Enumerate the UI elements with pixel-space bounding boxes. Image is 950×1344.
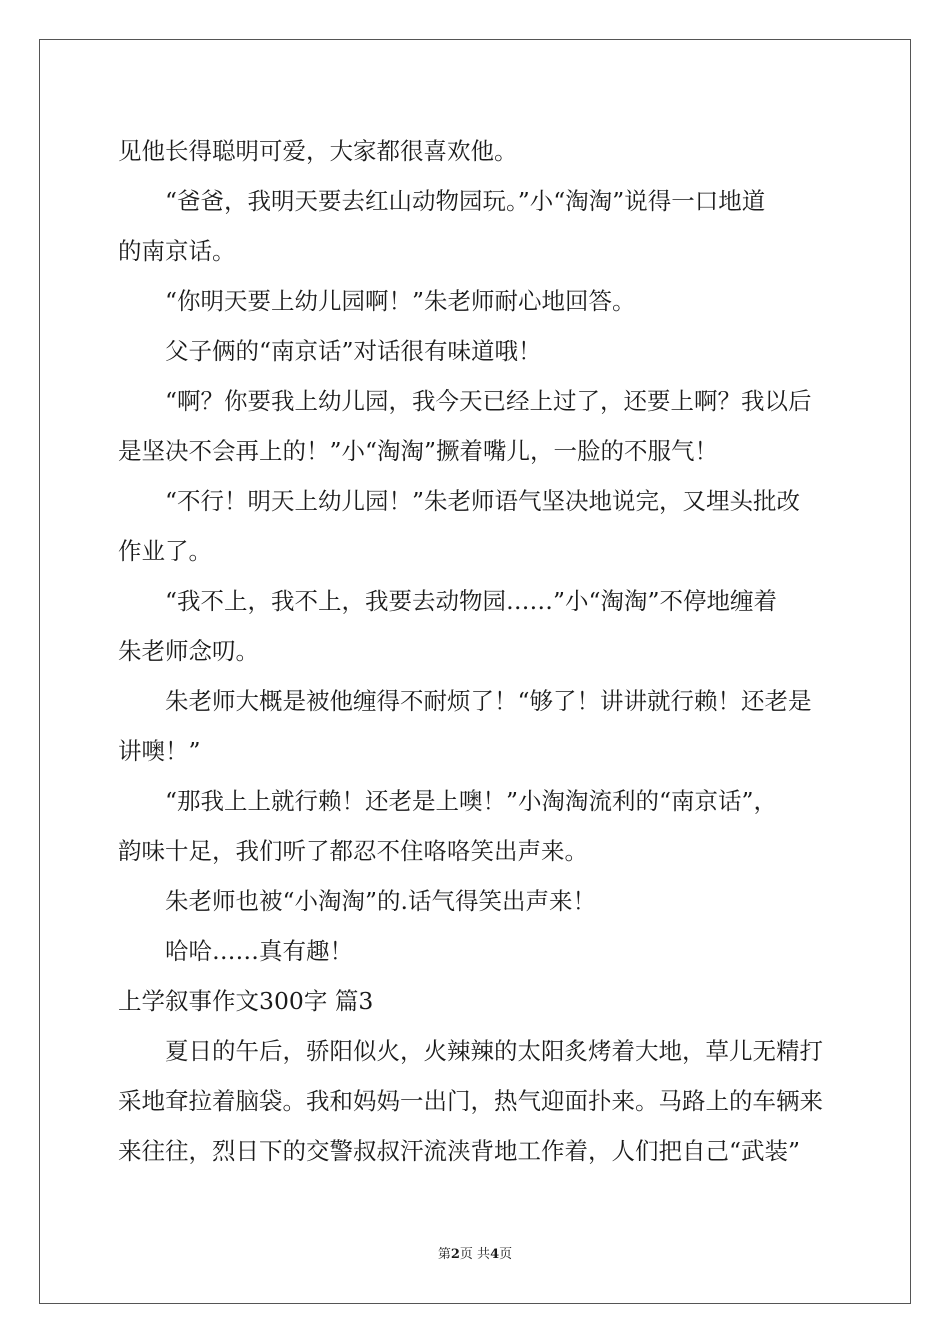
text-line: 是坚决不会再上的！”小“淘淘”撅着嘴儿，一脸的不服气！ (118, 437, 719, 465)
text-line: “啊？你要我上幼儿园，我今天已经上过了，还要上啊？我以后 (165, 387, 812, 415)
footer-suffix: 页 (499, 1247, 513, 1262)
text-line: 见他长得聪明可爱，大家都很喜欢他。 (118, 137, 518, 165)
footer-total-pages: 4 (490, 1247, 500, 1262)
text-line: 采地耷拉着脑袋。我和妈妈一出门，热气迎面扑来。马路上的车辆来 (118, 1087, 823, 1115)
text-line: “我不上，我不上，我要去动物园……”小“淘淘”不停地缠着 (165, 587, 778, 615)
footer-current-page: 2 (450, 1247, 460, 1262)
text-line: 夏日的午后，骄阳似火，火辣辣的太阳炙烤着大地，草儿无精打 (165, 1037, 823, 1065)
text-line: “爸爸，我明天要去红山动物园玩。”小“淘淘”说得一口地道 (165, 187, 766, 215)
text-line: 上学叙事作文300字 篇3 (118, 987, 374, 1015)
text-line: “不行！明天上幼儿园！”朱老师语气坚决地说完，又埋头批改 (165, 487, 801, 515)
text-line: 朱老师念叨。 (118, 637, 259, 665)
text-line: 讲噢！” (118, 737, 201, 765)
text-line: 朱老师也被“小淘淘”的.话气得笑出声来！ (165, 887, 596, 915)
text-line: 来往往，烈日下的交警叔叔汗流浃背地工作着，人们把自己“武装” (118, 1137, 801, 1165)
text-line: “你明天要上幼儿园啊！”朱老师耐心地回答。 (165, 287, 636, 315)
text-line: 哈哈……真有趣！ (165, 937, 353, 965)
footer-prefix: 第 (437, 1247, 451, 1262)
document-body (118, 126, 834, 1176)
text-line: 父子俩的“南京话”对话很有味道哦！ (165, 337, 542, 365)
text-line: 的南京话。 (118, 237, 236, 265)
page-footer (0, 1246, 950, 1264)
text-line: 韵味十足，我们听了都忍不住咯咯笑出声来。 (118, 837, 588, 865)
text-line: 朱老师大概是被他缠得不耐烦了！“够了！讲讲就行赖！还老是 (165, 687, 812, 715)
text-line: “那我上上就行赖！还老是上噢！”小淘淘流利的“南京话”， (165, 787, 778, 815)
text-line: 作业了。 (118, 537, 212, 565)
footer-middle: 页 共 (459, 1247, 491, 1262)
